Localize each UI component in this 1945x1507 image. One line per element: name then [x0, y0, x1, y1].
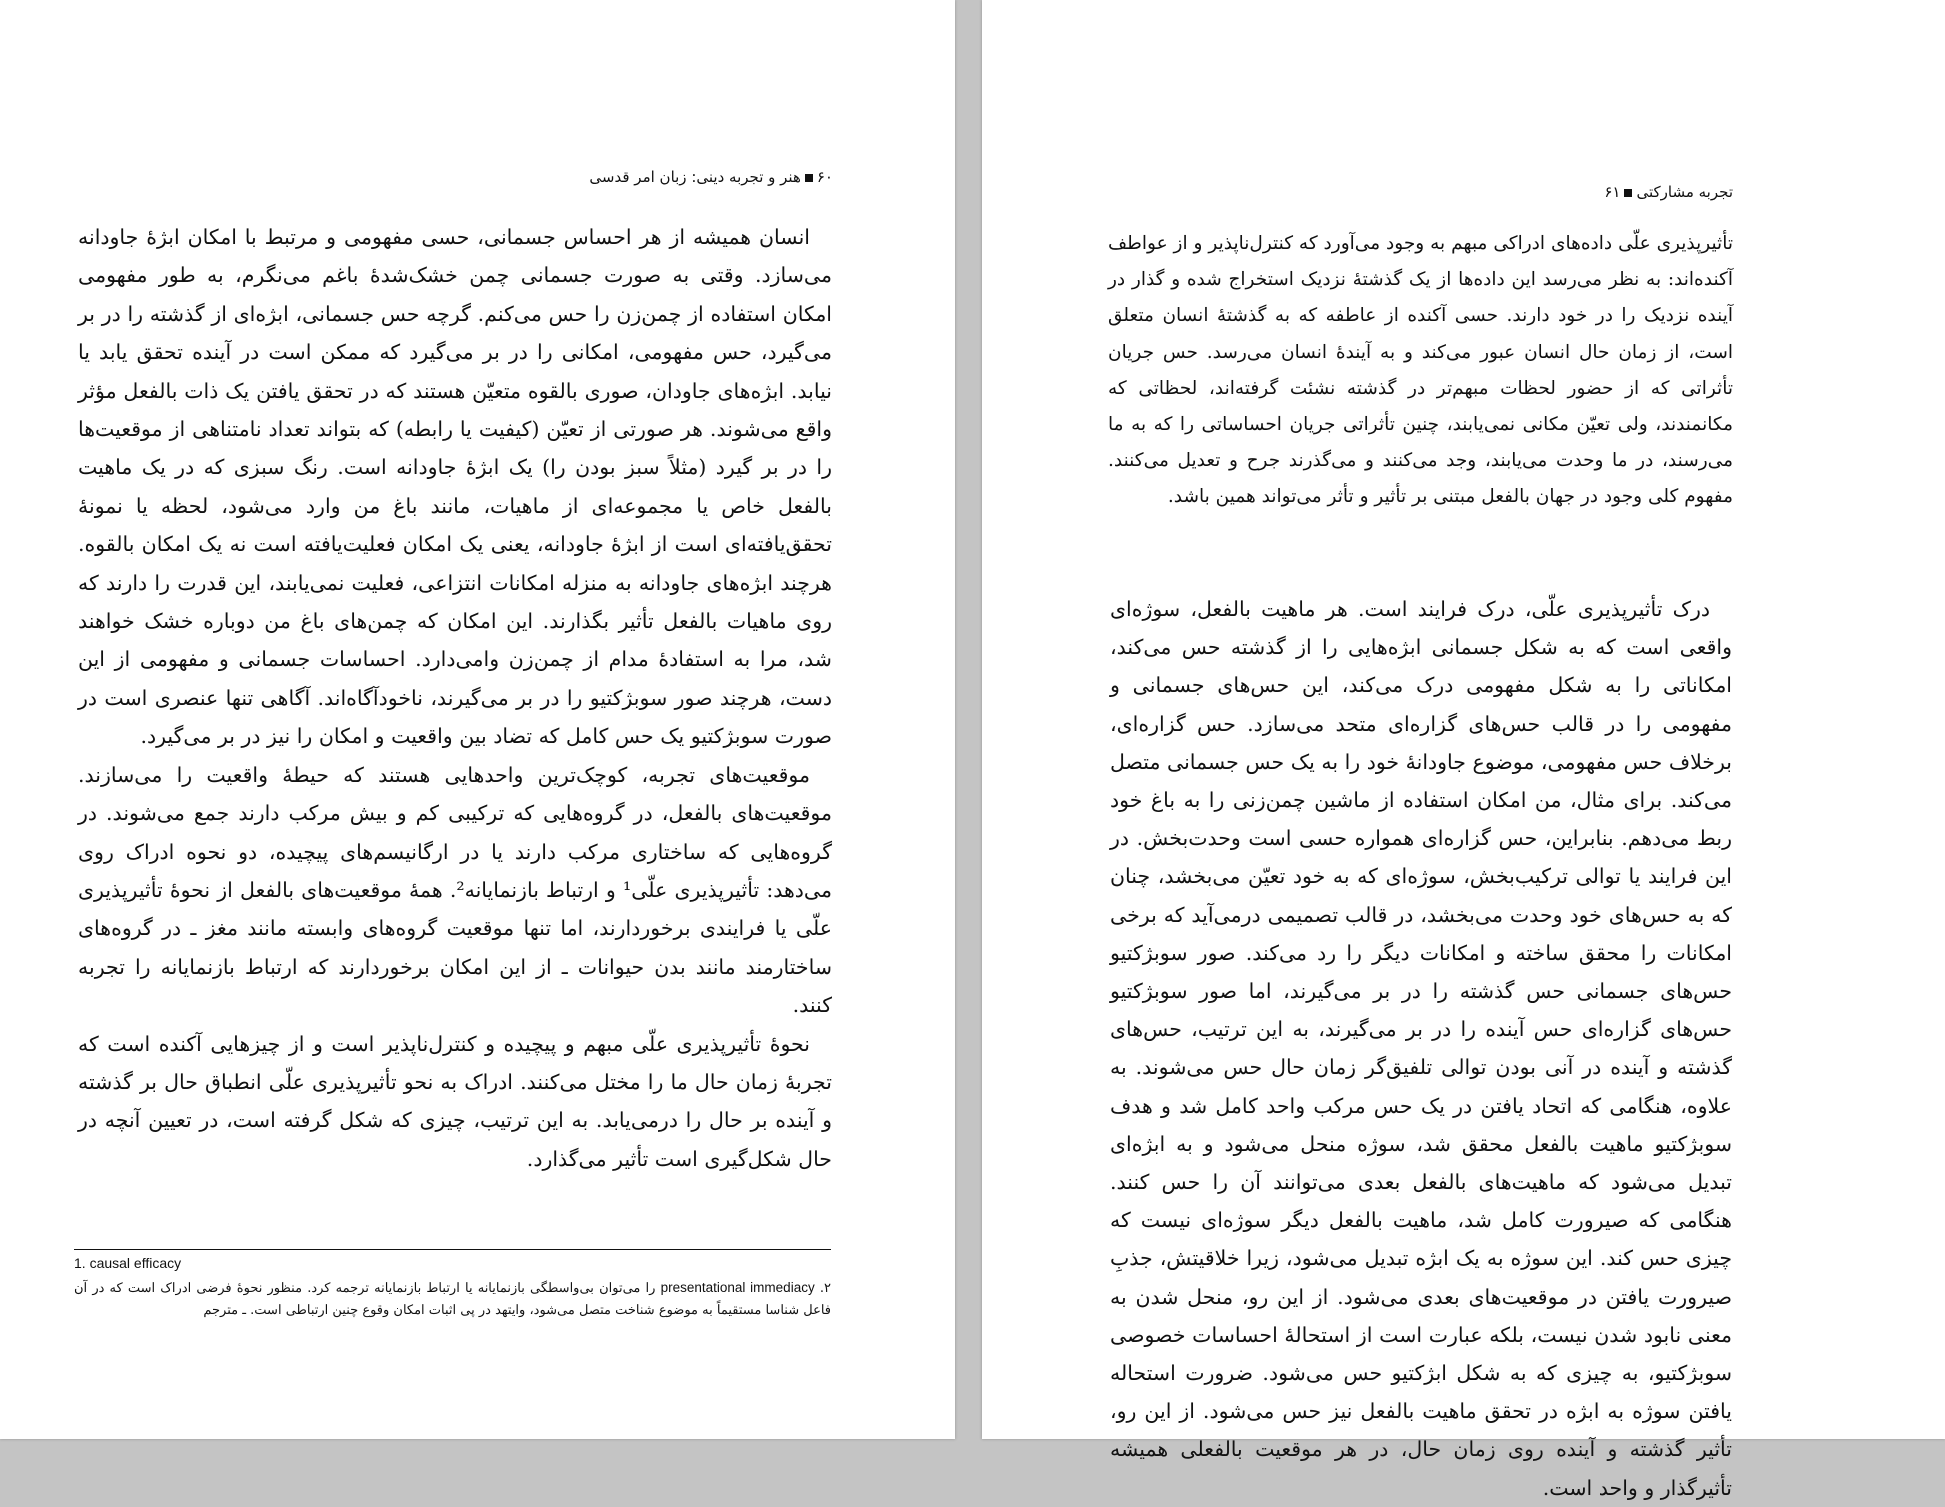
paragraph: انسان همیشه از هر احساس جسمانی، حسی مفهومی و مرتبط با امکان ابژهٔ جاودانه می‌سازد. وقتی به صورت جسمانی چمن خشک‌شدهٔ باغم می‌نگرم، به طور مفهومی امکان استفاده از چمن‌زن را حس می‌کنم. گرچه حس جسمانی، ابژه‌ای از گذشته را در بر می‌گیرد، حس مفهومی، امکانی را در بر می‌گیرد که ممکن است در آینده تحقق یابد یا نیابد. ابژه‌های جاودان، صوری بالقوه متعیّن هستند که در تحقق یافتن یک ذات بالفعل مؤثر واقع می‌شوند. هر صورتی از تعیّن (کیفیت یا رابطه) که بتواند تعداد نامتناهی از موقعیت‌ها را در بر گیرد (مثلاً سبز بودن را) یک ابژهٔ جاودانه است. رنگ سبزی که در یک ماهیت بالفعل خاص یا مجموعه‌ای از ماهیات، مانند باغ من وارد می‌شود، لحظه یا نمونهٔ تحقق‌یافته‌ای است از ابژهٔ جاودانه، یعنی یک امکان فعلیت‌یافته است نه یک امکان بالقوه. هرچند ابژه‌های جاودانه به منزله امکانات انتزاعی، فعلیت نمی‌یابند، این قدرت را دارند که روی ماهیات بالفعل تأثیر بگذارند. این امکان که چمن‌های باغ من دوباره خشک خواهند شد، مرا به استفادهٔ مدام از چمن‌زن وامی‌دارد. احساسات جسمانی و مفهومی از این دست، هرچند صور سوبژکتیو را در بر می‌گیرند، ناخودآگاه‌اند. آگاهی تنها عنصری است در صورت سوبژکتیو یک حس کامل که تضاد بین واقعیت و امکان را نیز در بر می‌گیرد. — [78, 225, 832, 749]
right-page — [982, 0, 1945, 1500]
block-quote: تأثیرپذیری علّی داده‌های ادراکی مبهم به وجود می‌آورد که کنترل‌ناپذیر و از عواطف آکنده‌اند: به نظر می‌رسد این داده‌ها از یک گذشتهٔ نزدیک استخراج شده و گذار در آینده نزدیک را در خود دارند. حسی آکنده از عاطفه که به گذشتهٔ انسان متعلق است، از زمان حال انسان عبور می‌کند و به آیندهٔ انسان می‌رسد. حس جریان تأثراتی که از حضور لحظات مبهم‌تر در گذشته نشئت گرفته‌اند، لحظاتی که مکانمندند، ولی تعیّن مکانی نمی‌یابند، چنین تأثراتی جریان احساساتی را که به ما می‌رسند، در ما وحدت می‌یابند، وجد می‌کنند و می‌گذرند جرح و تعدیل می‌کنند. مفهوم کلی وجود در جهان بالفعل مبتنی بر تأثیر و تأثر می‌تواند همین باشد. — [1108, 233, 1733, 508]
square-bullet-icon — [1624, 189, 1632, 197]
paragraph: نحوهٔ تأثیرپذیری علّی مبهم و پیچیده و کنترل‌ناپذیر است و از چیزهایی آکنده است که تجربهٔ زمان حال ما را مختل می‌کنند. ادراک به نحو تأثیرپذیری علّی انطباق حال بر گذشته و آینده بر حال را درمی‌یابد. به این ترتیب، چیزی که شکل گرفته است، در تعیین آنچه در حال شکل‌گیری است تأثیر می‌گذارد. — [78, 1031, 832, 1171]
paragraph: موقعیت‌های تجربه، کوچک‌ترین واحدهایی هستند که حیطهٔ واقعیت را می‌سازند. موقعیت‌های بالفعل، در گروه‌هایی که ترکیبی کم و بیش مرکب دارند جمع می‌شوند. در گروه‌هایی که ساختاری مرکب دارند یا در ارگانیسم‌های پیچیده، دو نحوه ادراک روی می‌دهد: تأثیرپذیری علّی¹ و ارتباط بازنمایانه². همهٔ موقعیت‌های بالفعل از نحوهٔ تأثیرپذیری علّی یا فرایندی برخوردارند، اما تنها موقعیت گروه‌های وابسته مانند مغز ـ در گروه‌های ساختارمند مانند بدن حیوانات ـ از این امکان برخوردارند که ارتباط بازنمایانه را تجربه کنند. — [78, 762, 832, 1018]
footnote-2 — [74, 1277, 831, 1321]
footnote-2-term: presentational immediacy — [660, 1280, 815, 1295]
right-page-number: ۶۱ — [1604, 183, 1621, 201]
footnote-divider — [74, 1249, 831, 1250]
left-page-number: ۶۰ — [816, 168, 833, 186]
left-running-title: هنر و تجربه دینی: زبان امر قدسی — [589, 168, 801, 186]
right-running-title: تجربه مشارکتی — [1636, 183, 1733, 201]
left-running-head — [589, 168, 833, 186]
right-body-text — [1110, 590, 1732, 1507]
footnote-2-text: را می‌توان بی‌واسطگی بازنمایانه یا ارتباط بازنمایانه ترجمه کرد. منظور نحوهٔ فرضی ادراک است که در آن فاعل شناسا مستقیماً به موضوع شناخت متصل می‌شود، وایتهد در پی اثبات امکان وقوع چنین ارتباطی است. ـ مترجم — [74, 1281, 831, 1318]
footnote-2-number: ۲. — [819, 1281, 831, 1296]
left-body-text — [78, 218, 832, 1178]
paragraph: درک تأثیرپذیری علّی، درک فرایند است. هر ماهیت بالفعل، سوژه‌ای واقعی است که به شکل جسمانی ابژه‌هایی را از گذشته حس می‌کند، امکاناتی را به شکل مفهومی درک می‌کند، این حس‌های جسمانی و مفهومی را در قالب حس‌های گزاره‌ای متحد می‌سازد. حس گزاره‌ای، برخلاف حس مفهومی، موضوع جاودانهٔ خود را به یک حس جسمانی متصل می‌کند. برای مثال، من امکان استفاده از ماشین چمن‌زنی را به باغ خود ربط می‌دهم. بنابراین، حس گزاره‌ای همواره حسی است وحدت‌بخش. در این فرایند یا توالی ترکیب‌بخش، سوژه‌ای که به خود تعیّن می‌بخشد، چنان که به حس‌های خود وحدت می‌بخشد، در قالب تصمیمی درمی‌آید که برخی امکانات را محقق ساخته و امکانات دیگر را رد می‌کند. صور سوبژکتیو حس‌های جسمانی حس گذشته را در بر می‌گیرند، اما صور سوبژکتیو حس‌های گزاره‌ای حس آینده را در بر می‌گیرند، به این ترتیب، حس‌های گذشته و آینده در آنی بودن توالی تلفیق‌گر زمان حال حس می‌شوند. به علاوه، هنگامی که اتحاد یافتن در یک حس مرکب واحد کامل شد و هدف سوبژکتیو ماهیت بالفعل محقق شد، سوژه منحل می‌شود و به ابژه‌ای تبدیل می‌شود که ماهیت‌های بالفعل بعدی می‌توانند آن را حس کنند. هنگامی که صیرورت کامل شد، ماهیت بالفعل دیگر سوژه‌ای نیست که چیزی حس کند. این سوژه به یک ابژه تبدیل می‌شود، زیرا خلاقیتش، جذبِ صیرورت یافتن در موقعیت‌های بعدی می‌شود. از این رو، منحل شدن به معنی نابود شدن نیست، بلکه عبارت است از استحالهٔ احساسات خصوصی سوبژکتیو، به چیزی که به شکل ابژکتیو حس می‌شود. ضرورت استحاله یافتن سوژه به ابژه در تحقق ماهیت بالفعل نیز حس می‌شود. از این رو، تأثیر گذشته و آینده روی زمان حال، در هر موقعیت بالفعلی همیشه تأثیرگذار و واحد است. — [1110, 597, 1732, 1500]
left-page — [0, 0, 955, 1439]
footnote-1: 1. causal efficacy — [74, 1255, 182, 1271]
square-bullet-icon — [805, 174, 813, 182]
right-running-head — [1604, 183, 1733, 201]
